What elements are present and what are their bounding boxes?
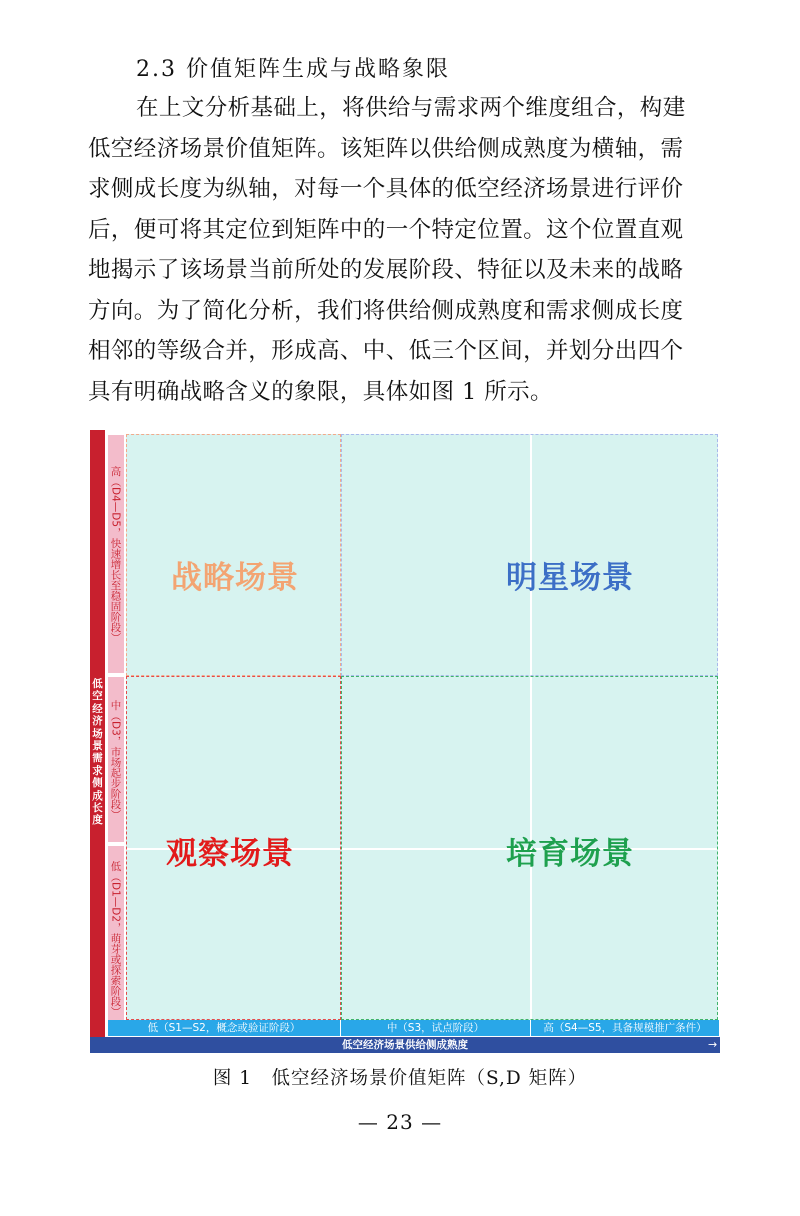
value-matrix-figure <box>88 430 720 1058</box>
y-level-mid: 中（D3，市场起步阶段） <box>107 676 125 843</box>
paragraph-line: 求侧成长度为纵轴，对每一个具体的低空经济场景进行评价 <box>88 176 684 202</box>
section-heading: 2.3 价值矩阵生成与战略象限 <box>136 57 450 82</box>
paragraph-line: 相邻的等级合并，形成高、中、低三个区间，并划分出四个 <box>88 338 684 364</box>
paragraph-line: 在上文分析基础上，将供给与需求两个维度组合，构建 <box>136 95 686 121</box>
matrix-grid <box>126 434 718 1020</box>
paragraph-line: 方向。为了简化分析，我们将供给侧成熟度和需求侧成长度 <box>88 297 684 324</box>
quadrant-label-strategic: 战略场景 <box>171 560 299 596</box>
quadrant-label-observe: 观察场景 <box>166 836 294 872</box>
figure-caption: 图 1 低空经济场景价值矩阵（S,D 矩阵） <box>212 1068 588 1089</box>
paragraph-line: 具有明确战略含义的象限，具体如图 1 所示。 <box>88 378 553 405</box>
x-level-low: 低（S1—S2，概念或验证阶段） <box>108 1020 341 1036</box>
body-paragraph <box>88 88 712 412</box>
x-level-high: 高（S4—S5，具备规模推广条件） <box>531 1020 720 1036</box>
page-number: — 23 — <box>357 1110 443 1134</box>
paragraph-line: 低空经济场景价值矩阵。该矩阵以供给侧成熟度为横轴，需 <box>88 135 684 162</box>
x-axis-title: 低空经济场景供给侧成熟度 <box>90 1037 720 1053</box>
y-level-high: 高（D4—D5，快速增长至稳固阶段） <box>107 434 125 674</box>
y-level-low: 低（D1—D2，萌芽或探索阶段） <box>107 845 125 1032</box>
paragraph-line: 后，便可将其定位到矩阵中的一个特定位置。这个位置直观 <box>88 216 684 243</box>
quadrant-label-star: 明星场景 <box>506 560 634 596</box>
arrow-right-icon: → <box>708 1038 718 1051</box>
paragraph-line: 地揭示了该场景当前所处的发展阶段、特征以及未来的战略 <box>88 257 684 283</box>
y-axis-title: 低空经济场景需求侧成长度 <box>92 678 103 827</box>
quadrant-label-cultivate: 培育场景 <box>506 836 634 872</box>
x-level-mid: 中（S3，试点阶段） <box>341 1020 531 1036</box>
